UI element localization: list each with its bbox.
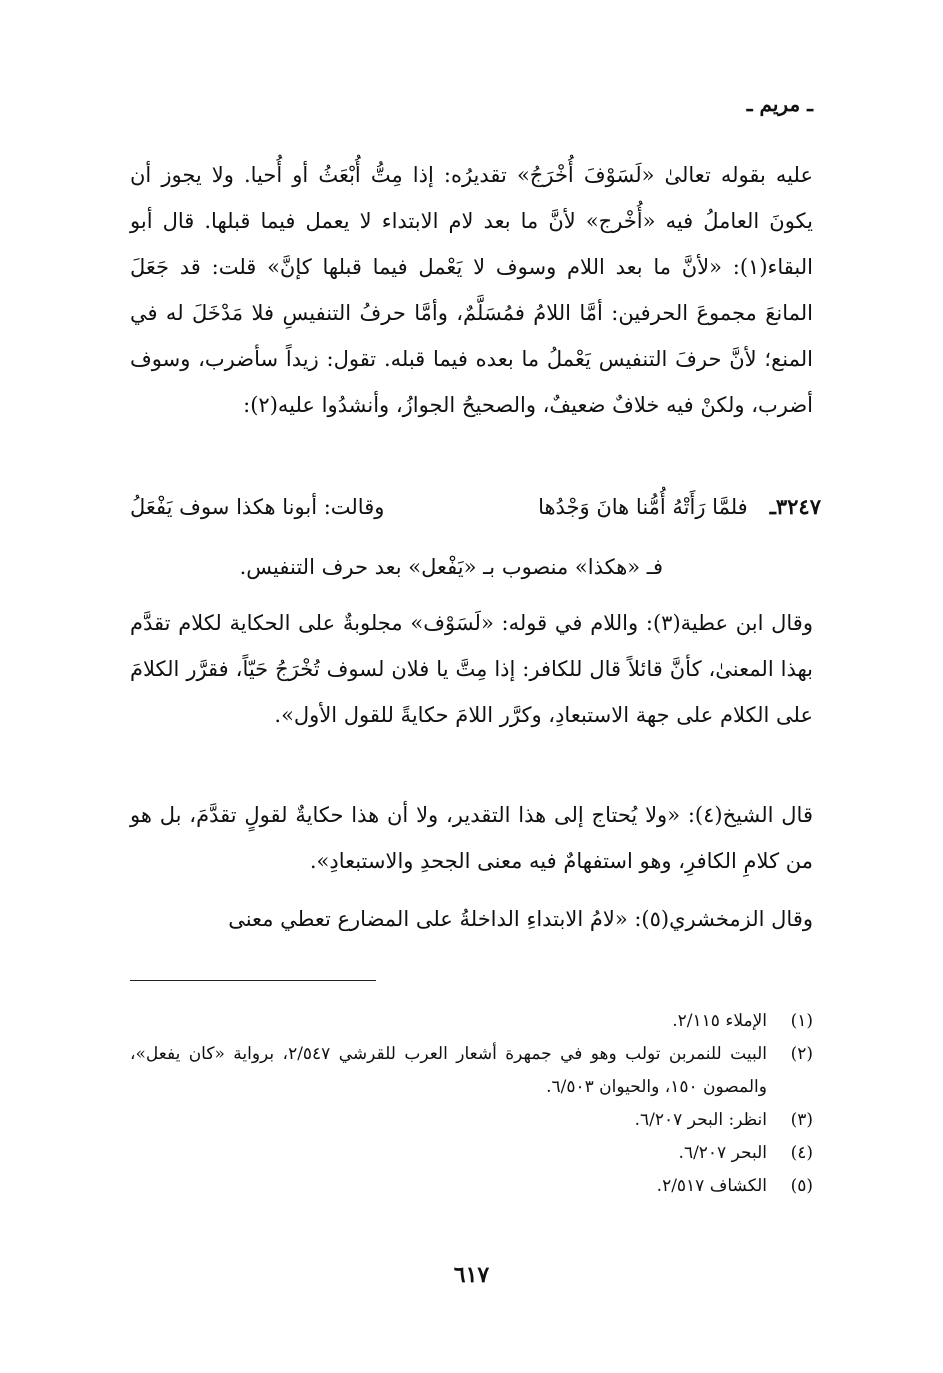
footnote-number: (١) [790,1011,813,1031]
verse-right-part [538,484,821,530]
footnote-divider [130,980,376,981]
footnote-number: (٣) [790,1110,813,1130]
verse-second-hemistich: وقالت: أبونا هكذا سوف يَفْعَلُ [130,495,385,519]
paragraph-3: قال الشيخ(٤): «ولا يُحتاج إلى هذا التقدير، ولا أن هذا حكايةٌ لقولٍ تقدَّمَ، بل هو من كلامِ الكافرِ، وهو استفهامٌ فيه معنى الجحدِ والاستبعادِ». [130,803,813,873]
footnote-number: (٥) [790,1176,813,1196]
footnote-text: البحر ٦/٢٠٧. [678,1143,767,1163]
verse-explanation: فـ «هكذا» منصوب بـ «يَفْعل» بعد حرف التنفيس. [239,555,663,579]
running-title: ـ مريم ـ [746,92,813,116]
footnote-text: الإملاء ٢/١١٥. [672,1011,767,1031]
footnote-text: انظر: البحر ٦/٢٠٧. [634,1110,767,1130]
footnote-text: الكشاف ٢/٥١٧. [656,1176,767,1196]
footnote-number: (٢) [790,1044,813,1064]
verse-first-hemistich: فلمَّا رَأَتْهُ أُمُّنا هانَ وَجْدُها [538,495,748,519]
paragraph-4: وقال الزمخشري(٥): «لامُ الابتداءِ الداخلةُ على المضارع تعطي معنى [228,907,813,931]
footnote-item [130,1137,813,1170]
paragraph-2: وقال ابن عطية(٣): واللام في قوله: «لَسَوْف» مجلوبةٌ على الحكاية لكلام تقدَّم بهذا المعنىٰ، كأنَّ قائلاً قال للكافر: إذا مِتَّ يا فلان لسوف تُخْرَجُ حَيّاً، فقرَّر الكلامَ على الكلام على جهة الاستبعادِ، وكرَّر اللامَ حكايةً للقول الأول». [130,611,813,727]
footnote-item [130,1104,813,1137]
footnotes [130,1005,813,1203]
verse-line [130,484,821,530]
footnote-text: البيت للنمربن تولب وهو في جمهرة أشعار العرب للقرشي ٢/٥٤٧، برواية «كان يفعل»، والمصون ١٥٠، والحيوان ٦/٥٠٣. [130,1044,768,1097]
page-number: ٦١٧ [453,1262,490,1288]
footnote-item [130,1005,813,1038]
verse-number: ٣٢٤٧ـ [769,494,821,519]
footnote-item [130,1170,813,1203]
paragraph-1: عليه بقوله تعالىٰ «لَسَوْفَ أُخْرَجُ» تقديرُه: إذا مِتُّ أُبْعَثُ أو أُحيا. ولا يجوز أن يكونَ العاملُ فيه «أُخْرج» لأنَّ ما بعد لام الابتداء لا يعمل فيما قبلها. قال أبو البقاء(١): «لأنَّ ما بعد اللام وسوف لا يَعْمل فيما قبلها كإنَّ» قلت: قد جَعَلَ المانعَ مجموعَ الحرفين: أمَّا اللامُ فمُسَلَّمٌ، وأمَّا حرفُ التنفيسِ فلا مَدْخَلَ له في المنع؛ لأنَّ حرفَ التنفيس يَعْملُ ما بعده فيما قبله. تقول: زيداً سأضرب، وسوف أضرب، ولكنْ فيه خلافٌ ضعيفٌ، والصحيحُ الجوازُ، وأنشدُوا عليه(٢): [130,163,813,417]
footnote-number: (٤) [790,1143,813,1163]
footnote-item [130,1038,813,1104]
